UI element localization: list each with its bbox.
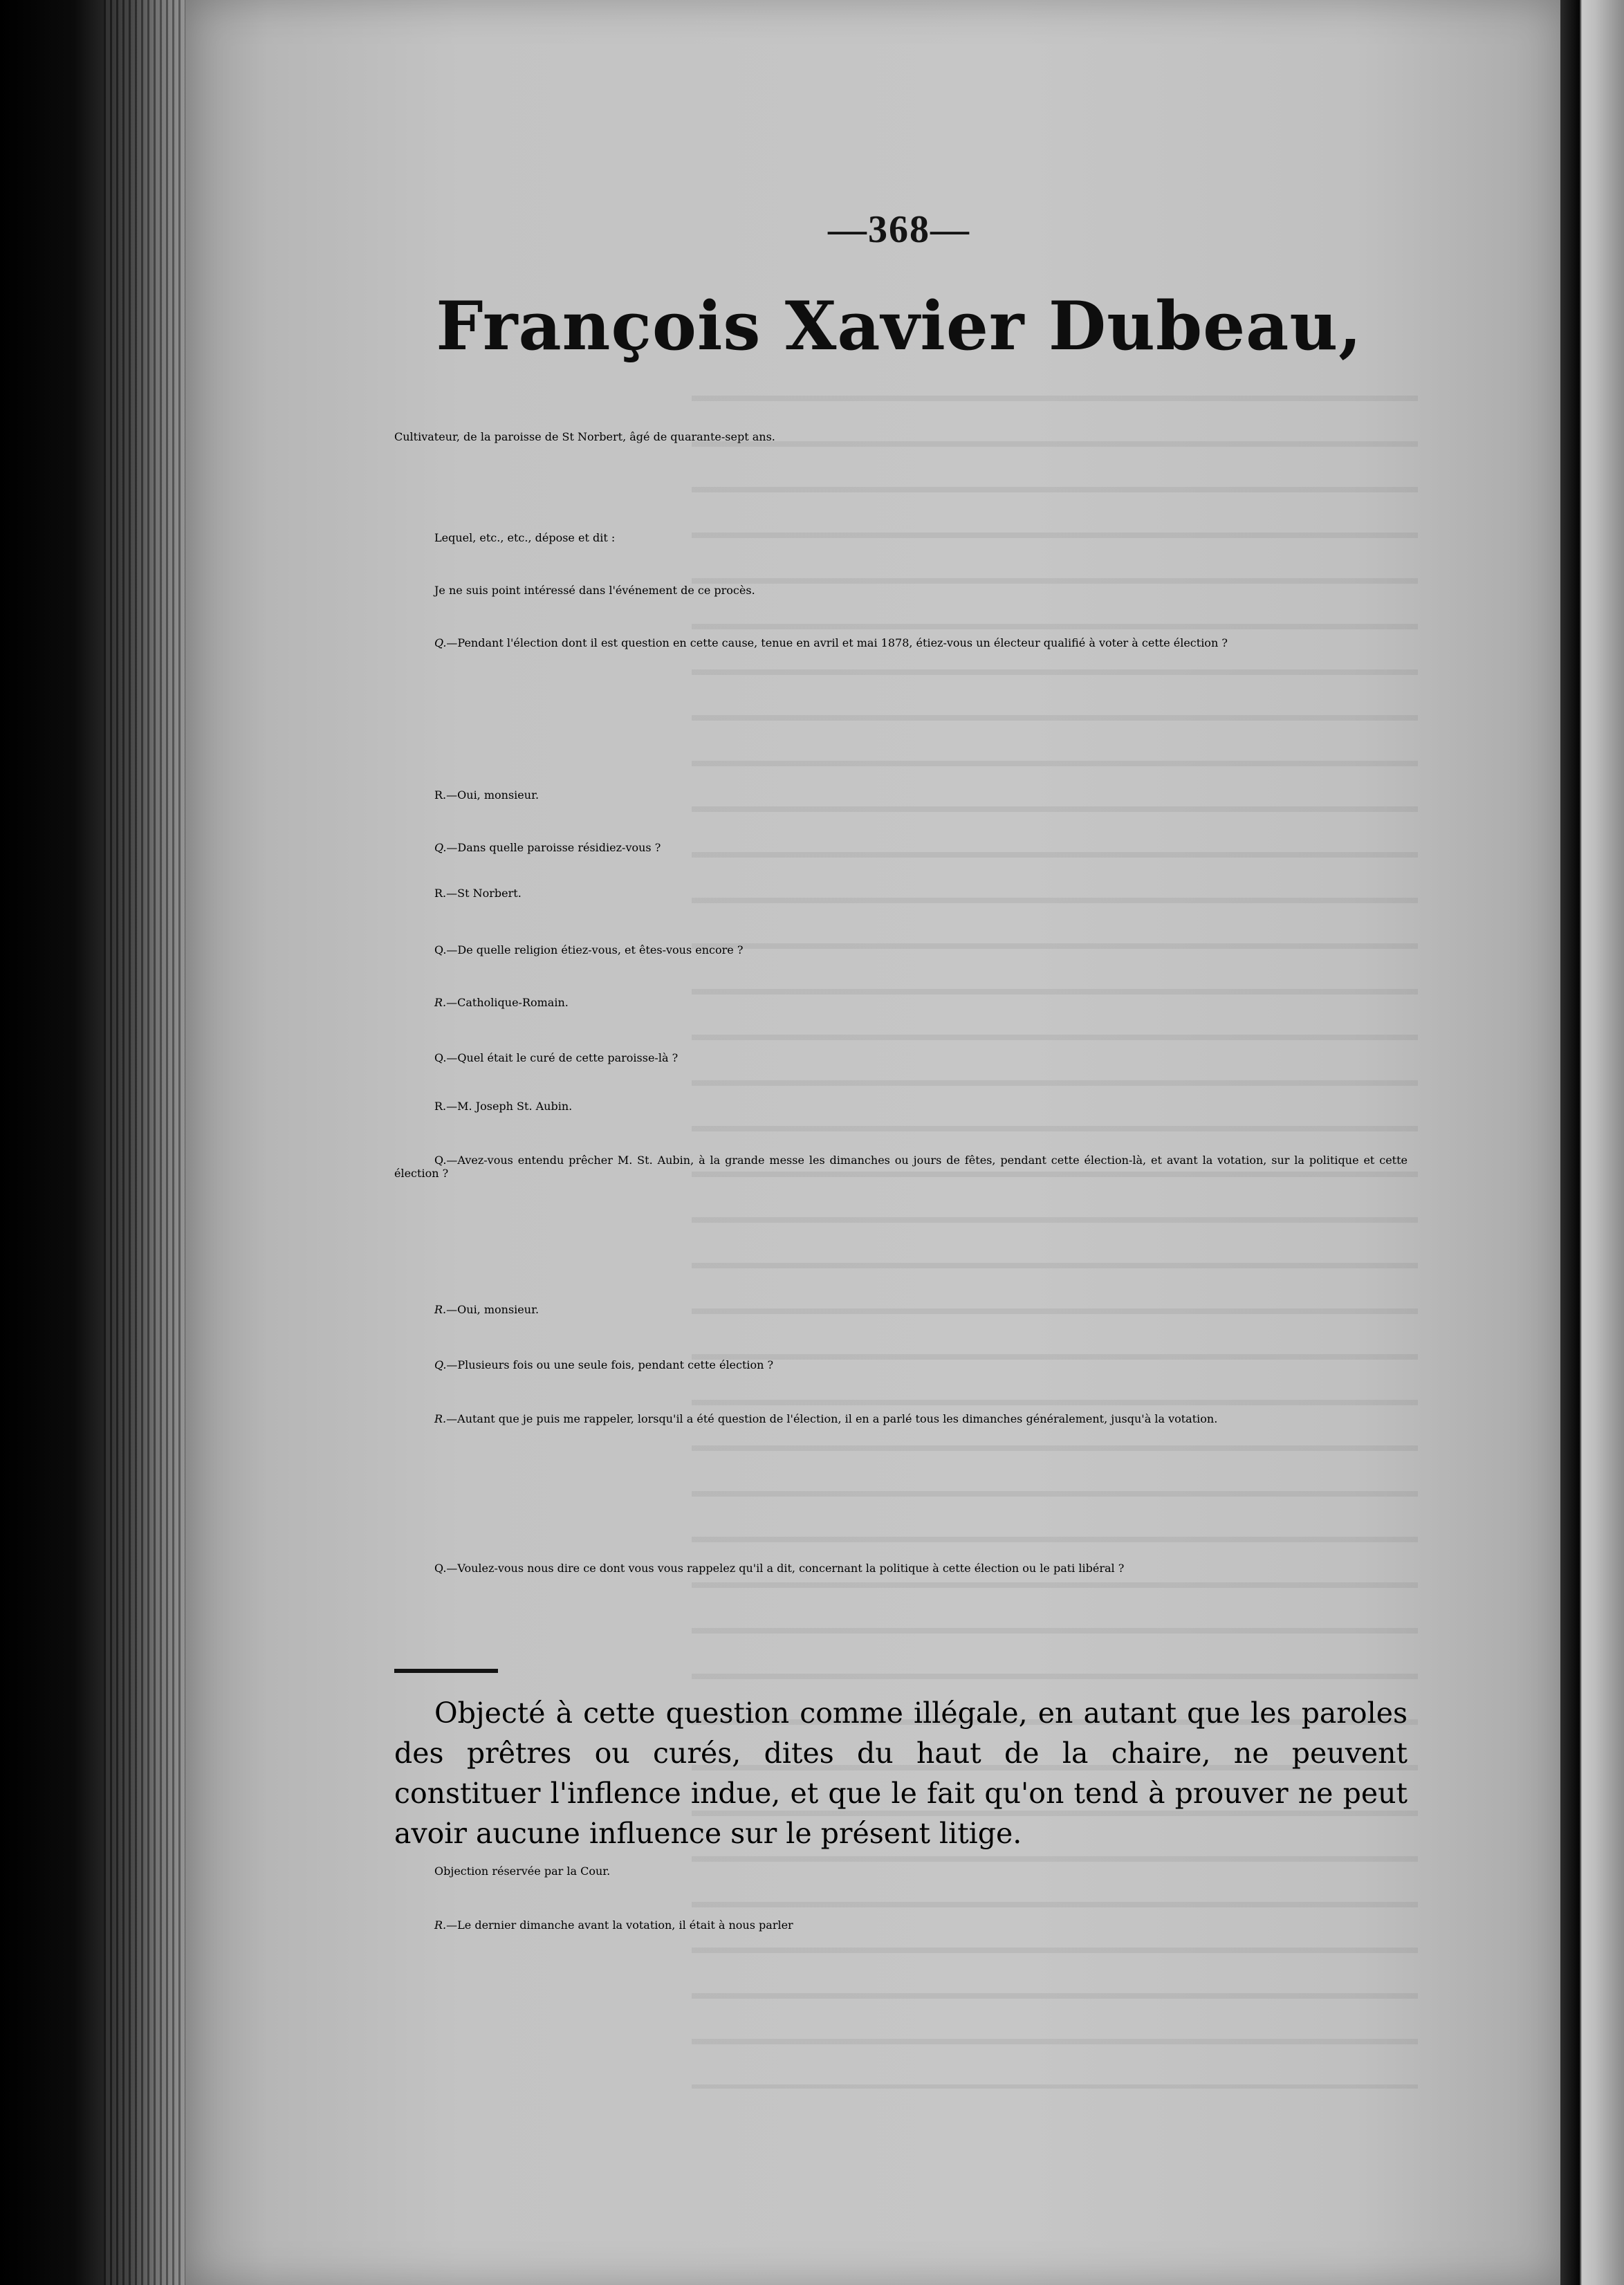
qa-text: —Catholique-Romain.: [446, 996, 569, 1009]
page-number: —368—: [828, 208, 970, 251]
qa-entry: [394, 887, 1408, 900]
qa-label: R.: [434, 1412, 447, 1425]
qa-text: —St Norbert.: [446, 887, 522, 900]
qa-label: Q.: [434, 1154, 447, 1167]
qa-text: —Avez-vous entendu prêcher M. St. Aubin, à la grande messe les dimanches ou jours de fêtes, pendant cette élection-là, et avant la votation, sur la politique et cette élection ?: [394, 1154, 1408, 1180]
deponent-heading: François Xavier Dubeau,: [436, 287, 1363, 365]
qa-entry: [394, 1412, 1408, 1425]
qa-entry: [394, 636, 1408, 649]
objection-note: Objecté à cette question comme illégale, en autant que les paroles des prêtres ou curés, dites du haut de la chaire, ne peuvent constituer l'inflence indue, et que le fait qu'on tend à prouver ne peut avoir aucune influence sur le présent litige.: [394, 1696, 1408, 1850]
qa-text: —Le dernier dimanche avant la votation, il était à nous parler: [446, 1918, 793, 1932]
qa-label: Q.: [434, 841, 447, 854]
qa-entry: [394, 1303, 1408, 1316]
page-edge: [1560, 0, 1624, 2285]
qa-text: —Autant que je puis me rappeler, lorsqu'il a été question de l'élection, il en a parlé tous les dimanches généralement, jusqu'à la votation.: [446, 1412, 1218, 1425]
qa-entry: [394, 841, 1408, 854]
qa-label: Q.: [434, 636, 447, 649]
qa-text: —Plusieurs fois ou une seule fois, pendant cette élection ?: [446, 1358, 774, 1371]
deposition-line: Lequel, etc., etc., dépose et dit :: [434, 531, 616, 544]
qa-label: Q.: [434, 1562, 447, 1575]
qa-text: —De quelle religion étiez-vous, et êtes-vous encore ?: [446, 943, 744, 956]
qa-text: —Oui, monsieur.: [446, 788, 539, 802]
qa-entry: [394, 1154, 1408, 1180]
qa-label: R.: [434, 996, 447, 1009]
qa-text: —Quel était le curé de cette paroisse-là ?: [446, 1051, 679, 1064]
qa-label: R.: [434, 1100, 447, 1113]
deponent-intro: Cultivateur, de la paroisse de St Norbert, âgé de quarante-sept ans.: [394, 430, 775, 443]
objection-reserved: Objection réservée par la Cour.: [434, 1865, 611, 1878]
qa-entry: [394, 943, 1408, 956]
qa-label: Q.: [434, 1051, 447, 1064]
qa-entry: [394, 1918, 1408, 1932]
qa-text: —Pendant l'élection dont il est question en cette cause, tenue en avril et mai 1878, étiez-vous un électeur qualifié à voter à cette élection ?: [446, 636, 1228, 649]
qa-text: —Dans quelle paroisse résidiez-vous ?: [446, 841, 661, 854]
qa-label: R.: [434, 1303, 447, 1316]
binding-texture: [104, 0, 185, 2285]
qa-label: R.: [434, 1918, 447, 1932]
qa-label: Q.: [434, 1358, 447, 1371]
qa-entry: [394, 1358, 1408, 1371]
qa-label: R.: [434, 887, 447, 900]
qa-text: —M. Joseph St. Aubin.: [446, 1100, 573, 1113]
qa-entry: [394, 1100, 1408, 1113]
deposition-line: Je ne suis point intéressé dans l'événement de ce procès.: [434, 584, 755, 597]
qa-label: R.: [434, 788, 447, 802]
section-rule: [394, 1669, 498, 1673]
qa-label: Q.: [434, 943, 447, 956]
qa-entry: [394, 1562, 1408, 1575]
qa-text: —Oui, monsieur.: [446, 1303, 539, 1316]
qa-entry: [394, 788, 1408, 802]
qa-entry: [394, 1051, 1408, 1064]
qa-text: —Voulez-vous nous dire ce dont vous vous rappelez qu'il a dit, concernant la politique à cette élection ou le pati libéral ?: [446, 1562, 1125, 1575]
qa-entry: [394, 996, 1408, 1009]
